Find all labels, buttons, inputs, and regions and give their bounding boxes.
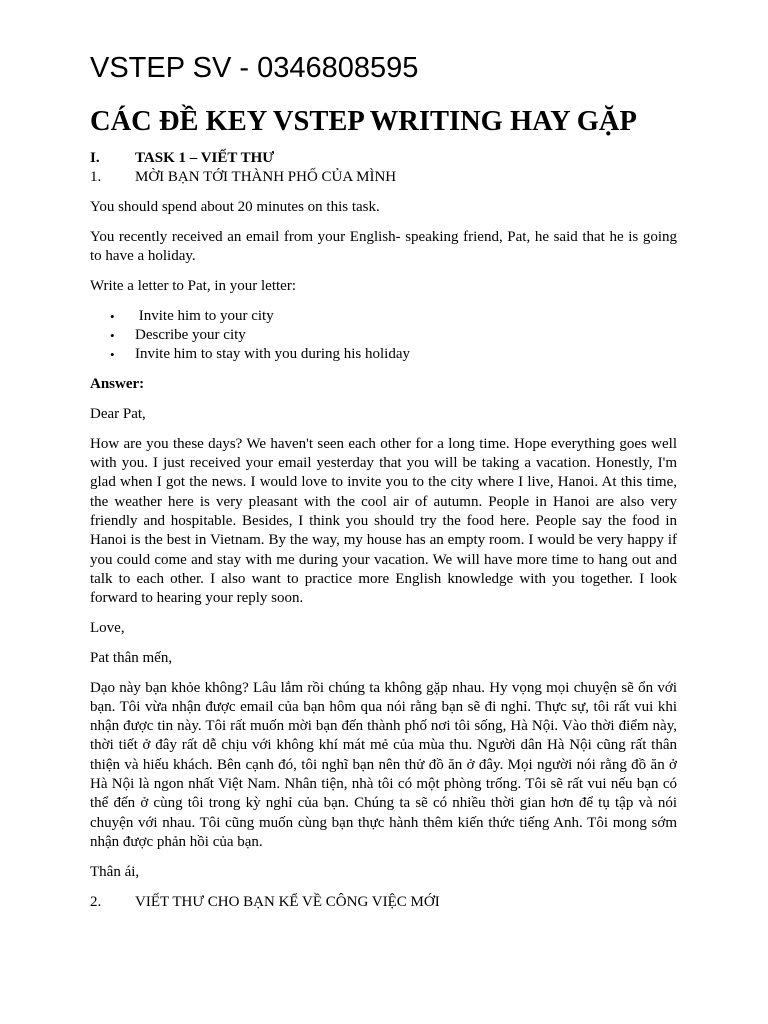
section-number: I. (90, 150, 100, 166)
item-label: MỜI BẠN TỚI THÀNH PHỐ CỦA MÌNH (135, 169, 397, 186)
bullet-icon: • (110, 347, 115, 363)
letter-body-vietnamese: Dạo này bạn khỏe không? Lâu lắm rồi chúng ta không gặp nhau. Hy vọng mọi chuyện sẽ ổn với bạn. Tôi vừa nhận được email của bạn hôm qua nói rằng bạn sẽ đi nghỉ. Thực sự, tôi rất vui khi nhận được tin này. Tôi rất muốn mời bạn đến thành phố nơi tôi sống, Hà Nội. Vào thời điểm này, thời tiết ở đây rất dễ chịu với không khí mát mẻ của mùa thu. Người dân Hà Nội cũng rất thân thiện và hiếu khách. Bên cạnh đó, tôi nghĩ bạn nên thử đồ ăn ở đây. Mọi người nói rằng đồ ăn ở Hà Nội là ngon nhất Việt Nam. Nhân tiện, nhà tôi có một phòng trống. Tôi sẽ rất vui nếu bạn có thể đến ở cùng tôi trong kỳ nghỉ của bạn. Chúng ta sẽ có nhiều thời gian hơn để tụ tập và nói chuyện với nhau. Tôi cũng muốn cùng bạn thực hành thêm kiến thức tiếng Anh. Tôi mong sớm nhận được phản hồi của bạn. (90, 679, 677, 850)
bullet-text: Invite him to stay with you during his holiday (135, 346, 410, 363)
list-item (90, 307, 677, 326)
list-item (90, 345, 677, 364)
greeting-vietnamese: Pat thân mến, (90, 649, 173, 666)
section-heading (90, 149, 677, 168)
item-heading-2 (90, 893, 677, 912)
item-heading-1 (90, 168, 677, 187)
bullet-text: Describe your city (135, 327, 246, 344)
letter-body-english: How are you these days? We haven't seen each other for a long time. Hope everything goes well with you. I just received your email yesterday that you will be taking a vacation. Honestly, I'm glad when I got the news. I would love to invite you to the city where I live, Hanoi. At this time, the weather here is very pleasant with the cool air of autumn. People in Hanoi are also very friendly and hospitable. Besides, I think you should try the food here. People say the food in Hanoi is the best in Vietnam. By the way, my house has an empty room. I would be very happy if you could come and stay with me during your vacation. We will have more time to hang out and talk to each other. I also want to practice more English knowledge with you together. I look forward to hearing your reply soon. (90, 435, 677, 607)
item-number: 1. (90, 169, 102, 186)
item-label: VIẾT THƯ CHO BẠN KỂ VỀ CÔNG VIỆC MỚI (135, 893, 440, 910)
header-contact-line: VSTEP SV - 0346808595 (90, 52, 419, 84)
closing-english: Love, (90, 619, 125, 636)
greeting-english: Dear Pat, (90, 405, 146, 422)
item-number: 2. (90, 893, 102, 910)
bullet-text: Invite him to your city (135, 307, 274, 324)
task-bullet-list (90, 307, 677, 365)
bullet-icon: • (110, 328, 115, 344)
list-item (90, 326, 677, 345)
instruction-situation: You recently received an email from your English- speaking friend, Pat, he said that he is going to have a holiday. (90, 228, 677, 265)
document-body (90, 149, 677, 912)
closing-vietnamese: Thân ái, (90, 863, 140, 880)
document-title: CÁC ĐỀ KEY VSTEP WRITING HAY GẶP (90, 106, 637, 137)
section-label: TASK 1 – VIẾT THƯ (135, 150, 275, 166)
answer-label: Answer: (90, 376, 145, 393)
bullet-icon: • (110, 308, 115, 324)
instruction-prompt: Write a letter to Pat, in your letter: (90, 277, 296, 294)
instruction-time: You should spend about 20 minutes on this task. (90, 199, 380, 216)
